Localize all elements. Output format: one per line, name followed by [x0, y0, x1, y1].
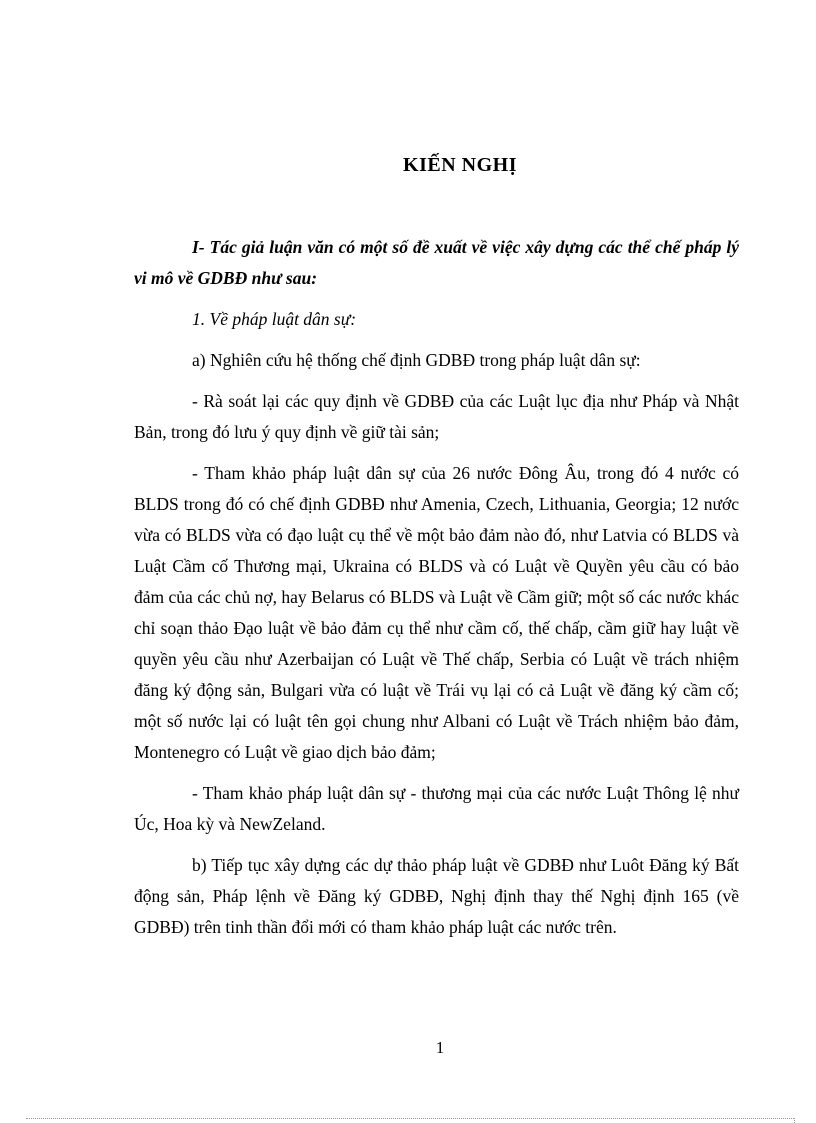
paragraph: - Tham khảo pháp luật dân sự - thương mại của các nước Luật Thông lệ như Úc, Hoa kỳ và NewZeland. [134, 783, 739, 834]
section-heading: I- Tác giả luận văn có một số đề xuất về việc xây dựng các thể chế pháp lý vi mô về GDBĐ như sau: [134, 237, 739, 288]
paragraph: - Rà soát lại các quy định về GDBĐ của các Luật lục địa như Pháp và Nhật Bản, trong đó lưu ý quy định về giữ tài sản; [134, 391, 739, 442]
page-border-bottom [26, 1118, 794, 1119]
page-number: 1 [435, 1038, 445, 1057]
subsection-heading: 1. Về pháp luật dân sự: [192, 309, 357, 329]
paragraph: a) Nghiên cứu hệ thống chế định GDBĐ trong pháp luật dân sự: [192, 350, 641, 370]
document-title: KIẾN NGHỊ [403, 154, 517, 176]
document-body [134, 232, 739, 953]
paragraph: - Tham khảo pháp luật dân sự của 26 nước Đông Âu, trong đó 4 nước có BLDS trong đó có chế định GDBĐ như Amenia, Czech, Lithuania, Georgia; 12 nước vừa có BLDS vừa có đạo luật cụ thể về một bảo đảm nào đó, như Latvia có BLDS và Luật Cầm cố Thương mại, Ukraina có BLDS và có Luật về Quyền yêu cầu có bảo đảm của các chủ nợ, hay Belarus có BLDS và Luật về Cầm giữ; một số các nước khác chỉ soạn thảo Đạo luật về bảo đảm cụ thể như cầm cố, thế chấp, cầm giữ hay luật về quyền yêu cầu như Azerbaijan có Luật về Thế chấp, Serbia có Luật về trách nhiệm đăng ký động sản, Bulgari vừa có luật về Trái vụ lại có cả Luật về đăng ký cầm cố; một số nước lại có luật tên gọi chung như Albani có Luật về Trách nhiệm bảo đảm, Montenegro có Luật về giao dịch bảo đảm; [134, 463, 739, 762]
page-border-corner [794, 1118, 795, 1123]
paragraph: b) Tiếp tục xây dựng các dự thảo pháp luật về GDBĐ như Luôt Đăng ký Bất động sản, Pháp lệnh về Đăng ký GDBĐ, Nghị định thay thế Nghị định 165 (về GDBĐ) trên tinh thần đổi mới có tham khảo pháp luật các nước trên. [134, 855, 739, 937]
